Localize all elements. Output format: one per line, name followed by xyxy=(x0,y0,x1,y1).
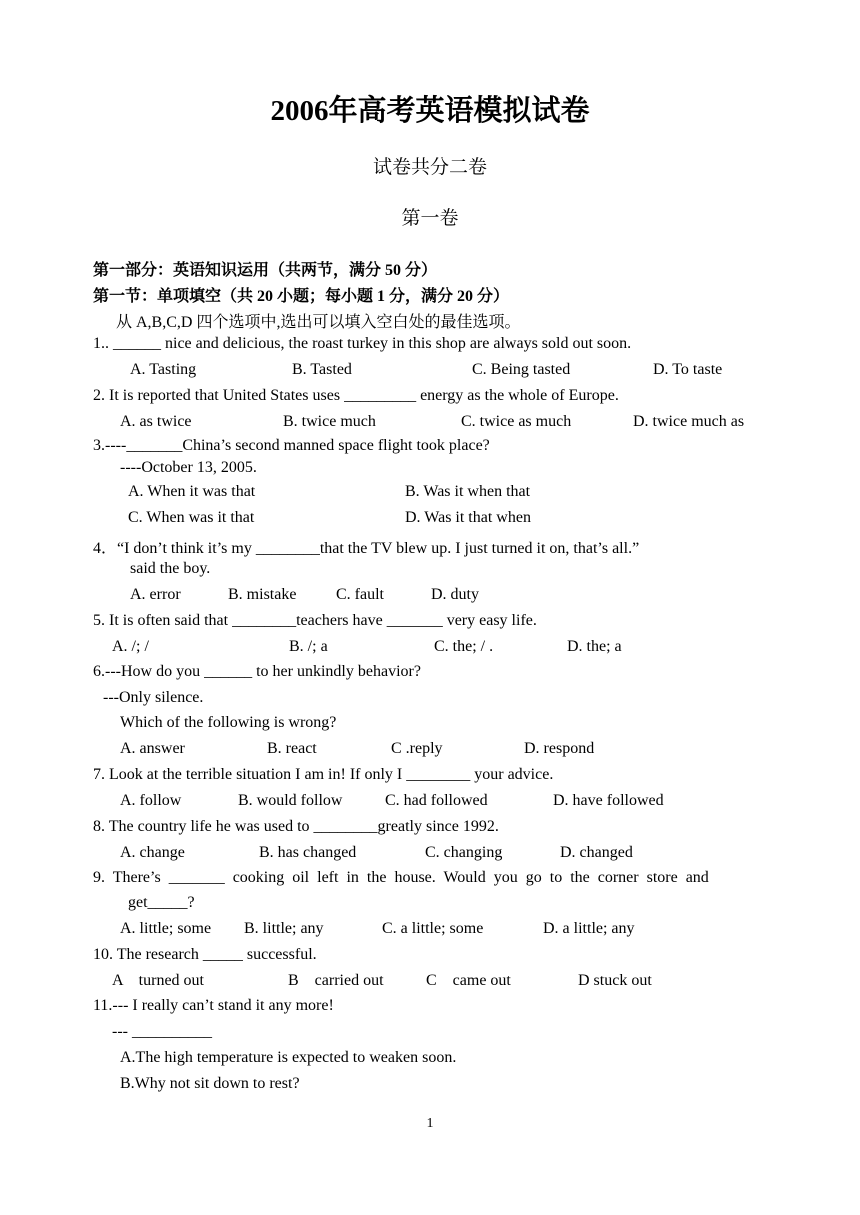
option-b: B. would follow xyxy=(238,792,343,809)
option-c: C. a little; some xyxy=(382,920,484,937)
question-stem: 1.. ______ nice and delicious, the roast turkey in this shop are always sold out soon. xyxy=(93,335,632,352)
option-a: A. little; some xyxy=(120,920,212,937)
question-stem: 2. It is reported that United States uses _________ energy as the whole of Europe. xyxy=(93,387,619,404)
option-c: C .reply xyxy=(391,740,443,757)
question-stem: 10. The research _____ successful. xyxy=(93,946,317,963)
question-continuation: get_____? xyxy=(128,894,195,911)
option-d: D. respond xyxy=(524,740,595,757)
option-b: B.Why not sit down to rest? xyxy=(120,1075,300,1092)
question-stem: 5. It is often said that ________teachers have _______ very easy life. xyxy=(93,612,537,629)
option-d: D. a little; any xyxy=(543,920,635,937)
dialogue-reply: ---Only silence. xyxy=(103,689,204,706)
option-d: D. To taste xyxy=(653,361,723,378)
option-a: A turned out xyxy=(112,972,204,989)
option-d: D. duty xyxy=(431,586,479,603)
option-a: A. answer xyxy=(120,740,185,757)
subsection-heading: 第一节：单项填空（共 20 小题；每小题 1 分，满分 20 分） xyxy=(93,288,510,305)
question-stem: 11.--- I really can’t stand it any more! xyxy=(93,997,334,1014)
question-stem: 3.----_______China’s second manned space flight took place? xyxy=(93,437,490,454)
option-c: C. had followed xyxy=(385,792,488,809)
dialogue-reply: ----October 13, 2005. xyxy=(120,459,257,476)
option-b: B. twice much xyxy=(283,413,376,430)
option-a: A. /; / xyxy=(112,638,149,655)
page-number: 1 xyxy=(426,1116,434,1131)
option-d: D. the; a xyxy=(567,638,622,655)
exam-subtitle: 试卷共分二卷 xyxy=(372,157,487,178)
question-stem: 7. Look at the terrible situation I am in! If only I ________ your advice. xyxy=(93,766,554,783)
option-a: A. When it was that xyxy=(128,483,256,500)
option-c: C came out xyxy=(426,972,511,989)
option-d: D. Was it that when xyxy=(405,509,531,526)
question-note: Which of the following is wrong? xyxy=(120,714,337,731)
option-a: A. error xyxy=(130,586,181,603)
option-c: C. fault xyxy=(336,586,384,603)
question-stem: 9. There’s _______ cooking oil left in the house. Would you go to the corner store and xyxy=(93,869,709,886)
instruction-text: 从 A,B,C,D 四个选项中,选出可以填入空白处的最佳选项。 xyxy=(116,314,521,331)
option-b: B. /; a xyxy=(289,638,328,655)
option-a: A. as twice xyxy=(120,413,192,430)
question-stem: 8. The country life he was used to ________greatly since 1992. xyxy=(93,818,499,835)
option-c: C. When was it that xyxy=(128,509,255,526)
option-b: B carried out xyxy=(288,972,384,989)
option-a: A. follow xyxy=(120,792,182,809)
exam-title: 2006年高考英语模拟试卷 xyxy=(270,95,590,127)
option-b: B. mistake xyxy=(228,586,297,603)
question-continuation: said the boy. xyxy=(130,560,211,577)
option-b: B. little; any xyxy=(244,920,324,937)
volume-heading: 第一卷 xyxy=(401,208,459,229)
option-d: D. changed xyxy=(560,844,633,861)
option-b: B. Tasted xyxy=(292,361,352,378)
option-d: D stuck out xyxy=(578,972,652,989)
option-c: C. the; / . xyxy=(434,638,494,655)
option-d: D. have followed xyxy=(553,792,664,809)
option-b: B. react xyxy=(267,740,317,757)
option-c: C. Being tasted xyxy=(472,361,571,378)
option-b: B. has changed xyxy=(259,844,357,861)
option-a: A. Tasting xyxy=(130,361,197,378)
dialogue-reply: --- __________ xyxy=(112,1023,212,1040)
option-d: D. twice much as xyxy=(633,413,745,430)
option-c: C. changing xyxy=(425,844,503,861)
option-a: A. change xyxy=(120,844,185,861)
question-stem: 4．“I don’t think it’s my ________that the TV blew up. I just turned it on, that’s all.” xyxy=(93,540,640,557)
question-stem: 6.---How do you ______ to her unkindly behavior? xyxy=(93,663,421,680)
option-a: A.The high temperature is expected to weaken soon. xyxy=(120,1049,457,1066)
option-c: C. twice as much xyxy=(461,413,572,430)
part-heading: 第一部分：英语知识运用（共两节，满分 50 分） xyxy=(93,262,438,279)
option-b: B. Was it when that xyxy=(405,483,531,500)
